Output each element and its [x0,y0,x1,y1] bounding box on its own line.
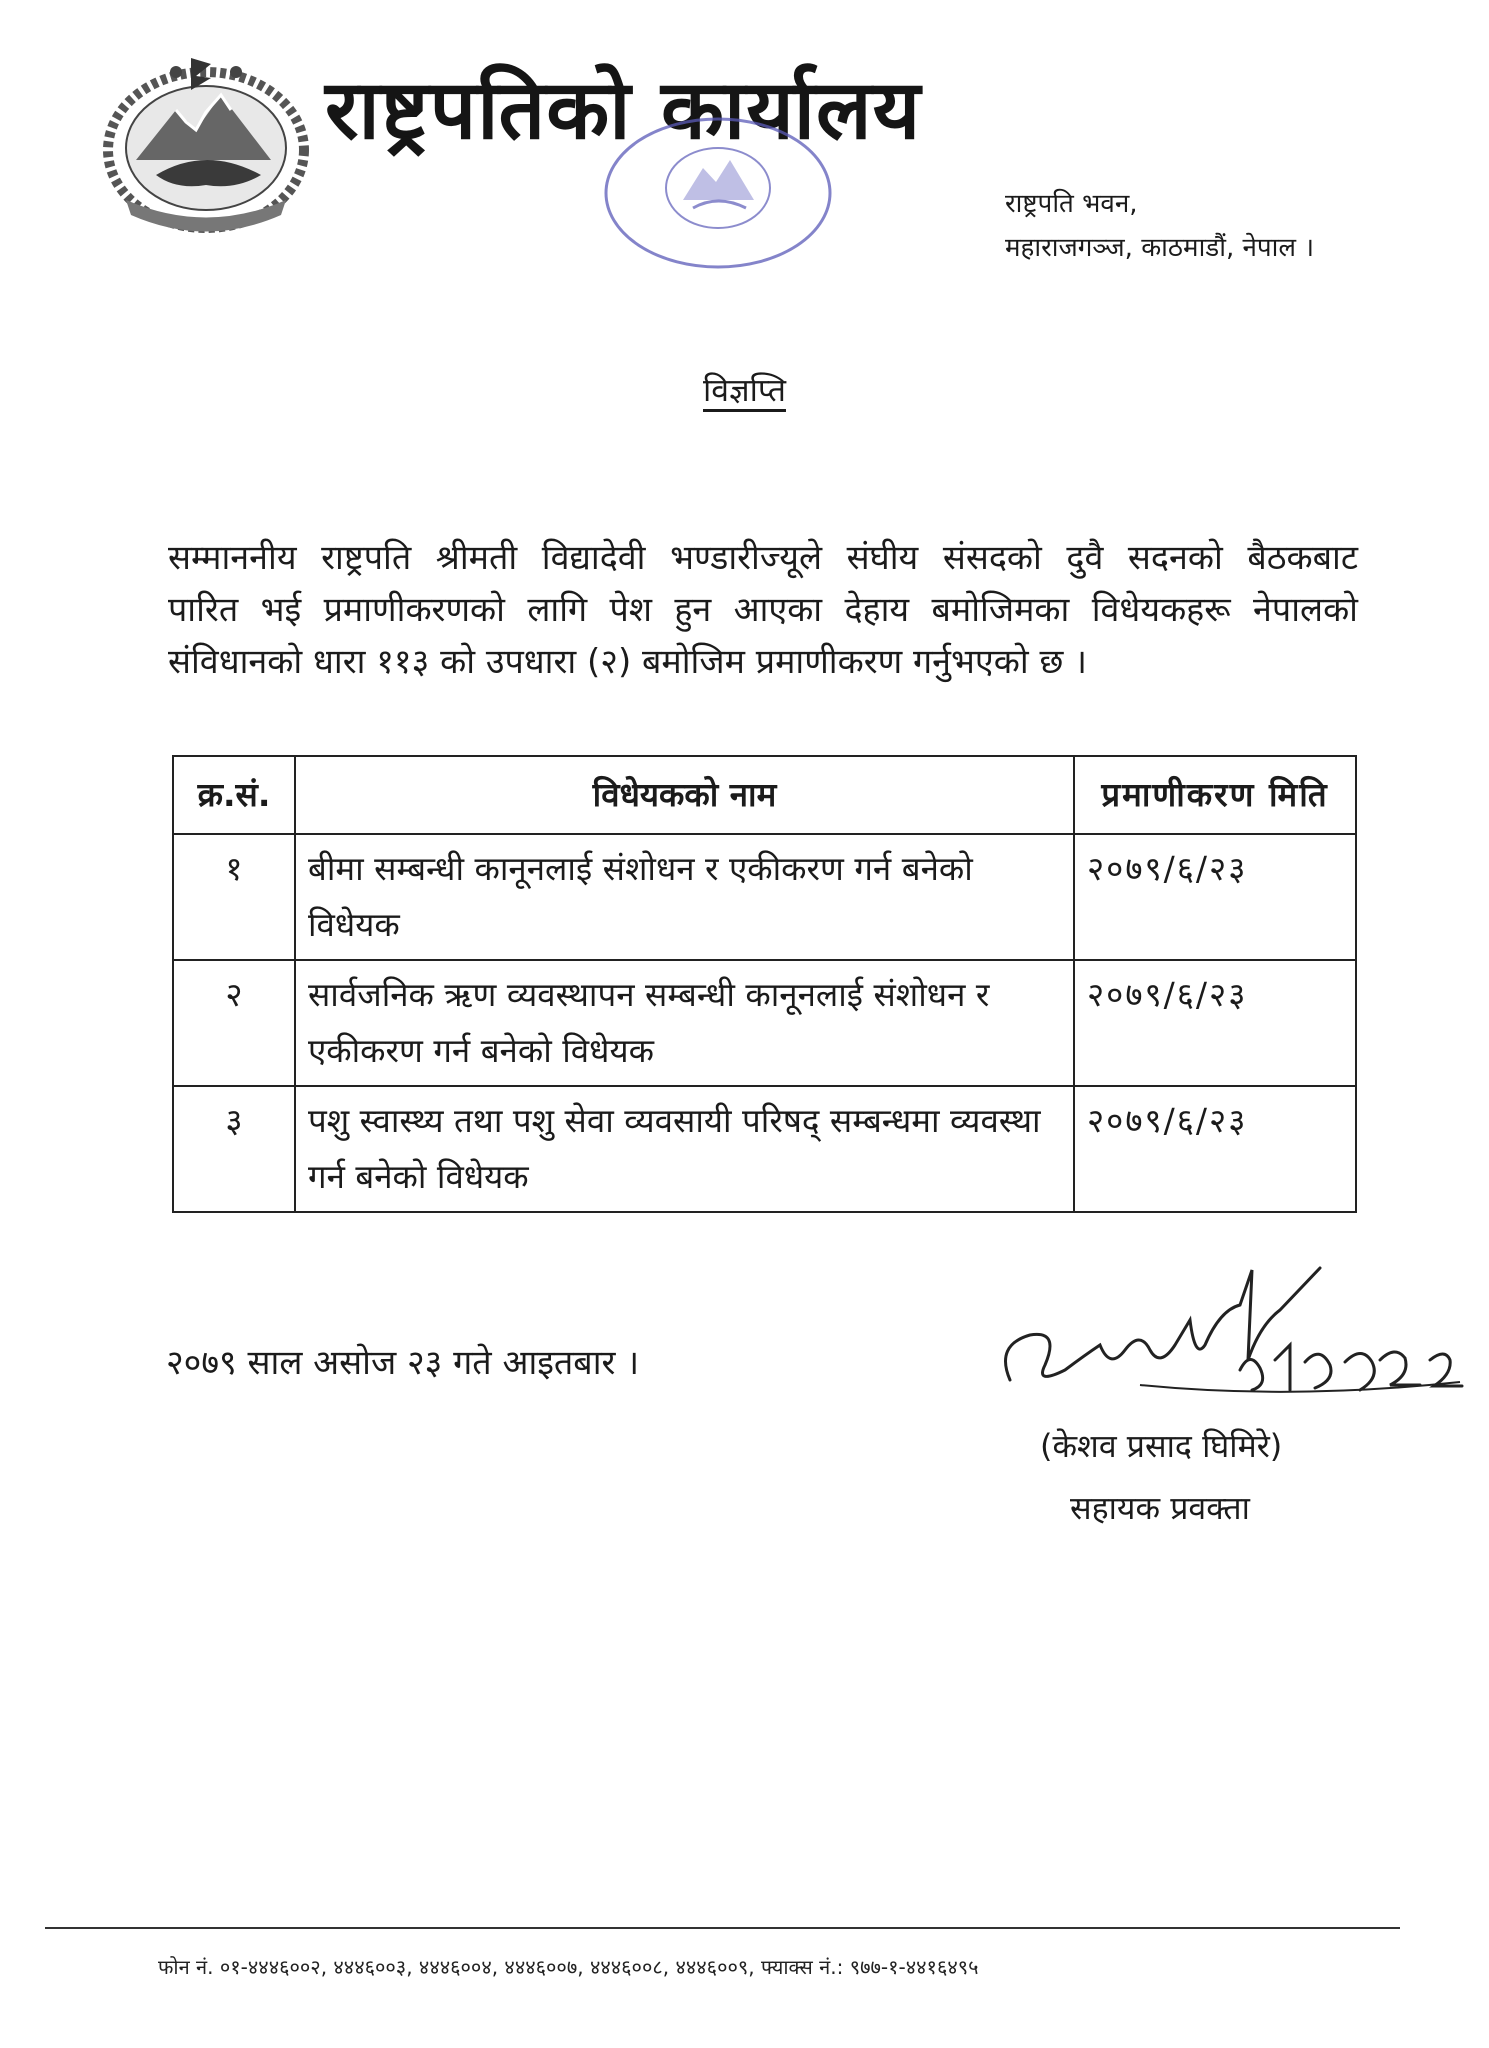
signatory [1040,1415,1282,1539]
row-serial: ३ [173,1086,295,1212]
signatory-name: (केशव प्रसाद घिमिरे) [1040,1427,1283,1465]
office-address [1005,182,1314,270]
handwritten-signature-icon [990,1250,1470,1410]
bills-table [172,755,1357,1213]
header-bill-name: विधेयकको नाम [295,756,1074,834]
address-line-1: राष्ट्रपति भवन, [1005,189,1138,219]
row-serial: १ [173,834,295,960]
row-date: २०७९/६/२३ [1074,960,1356,1086]
row-bill-name: पशु स्वास्थ्य तथा पशु सेवा व्यवसायी परिषद् सम्बन्धमा व्यवस्था गर्न बनेको विधेयक [295,1086,1074,1212]
row-bill-name: बीमा सम्बन्धी कानूनलाई संशोधन र एकीकरण गर्न बनेको विधेयक [295,834,1074,960]
address-line-2: महाराजगञ्ज, काठमाडौं, नेपाल । [1005,233,1315,263]
issue-date: २०७९ साल असोज २३ गते आइतबार । [166,1343,640,1383]
office-stamp-icon [598,108,838,278]
nepal-emblem-icon [96,50,316,240]
row-bill-name: सार्वजनिक ऋण व्यवस्थापन सम्बन्धी कानूनलाई संशोधन र एकीकरण गर्न बनेको विधेयक [295,960,1074,1086]
table-header-row [173,756,1356,834]
table-row [173,960,1356,1086]
footer-divider [45,1927,1400,1929]
table-row [173,834,1356,960]
notice-body-line: संविधानको धारा ११३ को उपधारा (२) बमोजिम प्रमाणीकरण गर्नुभएको छ । [168,642,1087,682]
header-serial: क्र.सं. [173,756,295,834]
footer-contact: फोन नं. ०१-४४४६००२, ४४४६००३, ४४४६००४, ४४४६००७, ४४४६००८, ४४४६००९, फ्याक्स नं.: ९७७-१-४४१६४९५ [158,1955,979,1979]
table-row [173,1086,1356,1212]
notice-body-line: सम्माननीय राष्ट्रपति श्रीमती विद्यादेवी भण्डारीज्यूले संघीय संसदको दुवै सदनको बैठकबाट [168,538,1358,578]
row-date: २०७९/६/२३ [1074,834,1356,960]
row-date: २०७९/६/२३ [1074,1086,1356,1212]
signatory-role: सहायक प्रवक्ता [1070,1489,1250,1527]
notice-body [168,532,1358,688]
notice-body-line: पारित भई प्रमाणीकरणको लागि पेश हुन आएका देहाय बमोजिमका विधेयकहरू नेपालको [168,590,1358,630]
notice-title: विज्ञप्ति [703,371,786,409]
office-title: राष्ट्रपतिको कार्यालय [325,63,922,158]
header-certification-date: प्रमाणीकरण मिति [1074,756,1356,834]
row-serial: २ [173,960,295,1086]
